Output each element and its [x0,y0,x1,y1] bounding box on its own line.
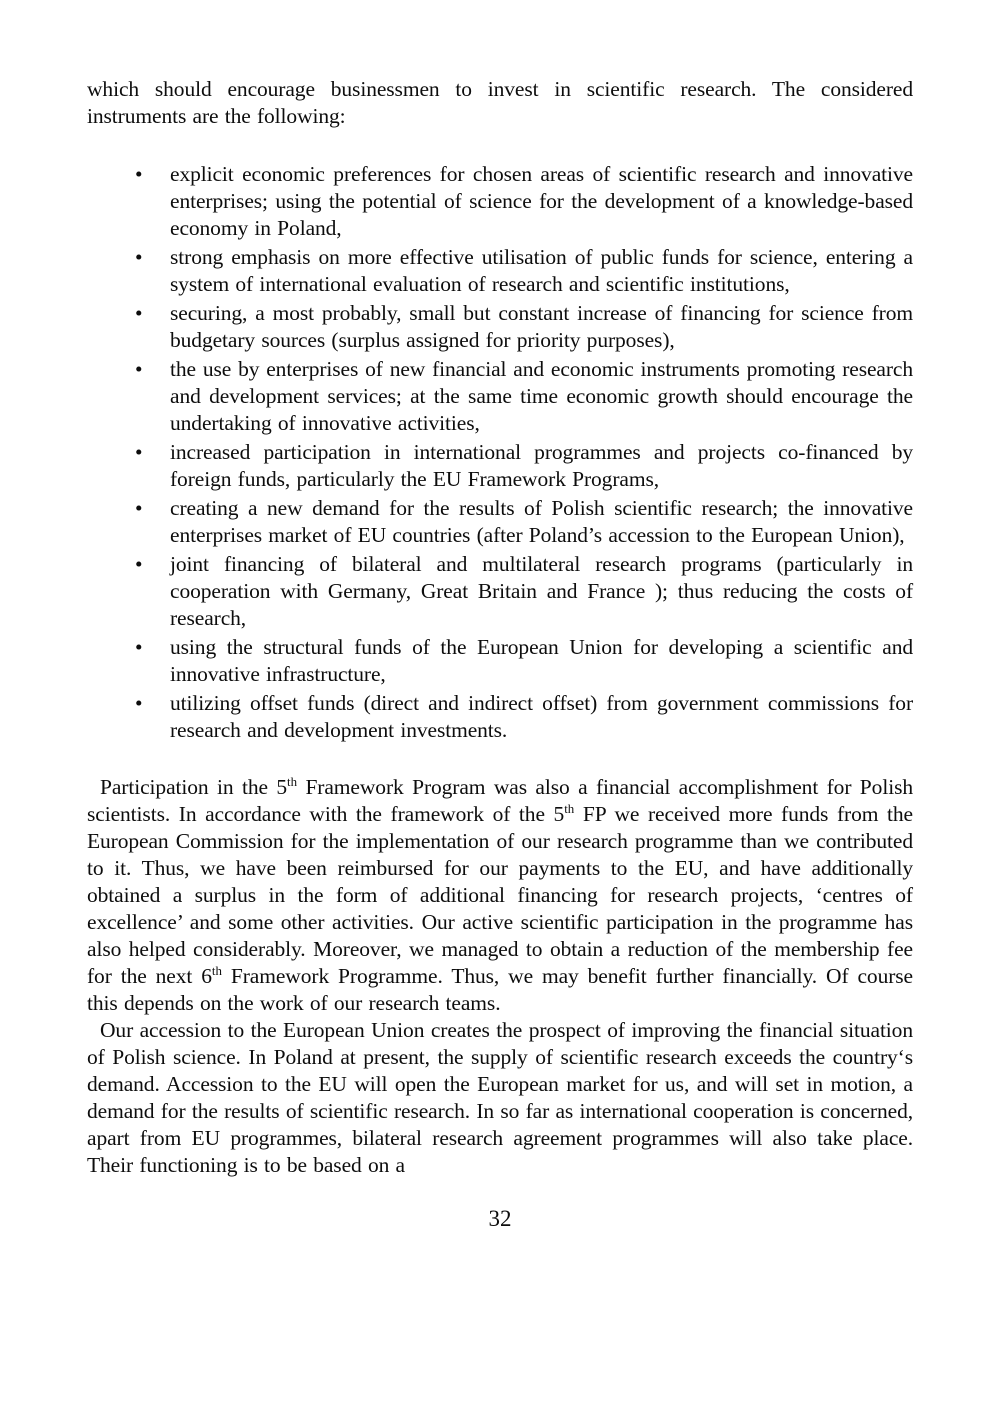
ordinal-superscript: th [286,774,298,789]
paragraph-text: Framework Programme. Thus, we may benefit further financially. Of course this depends on the work of our research teams. [87,964,913,1015]
paragraph-text: Participation in the 5 [100,775,287,799]
bullet-icon: • [135,691,143,715]
list-item [87,244,913,298]
list-item-text: using the structural funds of the European Union for developing a scientific and innovative infrastructure, [170,635,913,686]
list-item-text: the use by enterprises of new financial and economic instruments promoting research and development services; at the same time economic growth should encourage the undertaking of innovative activities, [170,357,913,435]
paragraph-text: Framework Program was also a financial accomplishment for Polish scientists. In accordance with the framework of the 5 [87,775,913,826]
list-item [87,690,913,744]
page-number: 32 [488,1206,512,1231]
ordinal-superscript: th [564,801,575,816]
bullet-icon: • [135,496,143,520]
list-item [87,495,913,549]
bullet-icon: • [135,552,143,576]
intro-paragraph: which should encourage businessmen to invest in scientific research. The considered instruments are the following: [87,77,913,128]
bullet-icon: • [135,245,143,269]
bullet-icon: • [135,440,143,464]
bullet-icon: • [135,301,143,325]
paragraph-text: FP we received more funds from the European Commission for the implementation of our research programme than we contributed to it. Thus, we have been reimbursed for our payments to the EU, and have additionally obtained a surplus in the form of additional financing for research projects, ‘centres of excellence’ and some other activities. Our active scientific participation in the programme has also helped considerably. Moreover, we managed to obtain a reduction of the membership fee for the next 6 [87,802,913,988]
list-item-text: increased participation in international programmes and projects co-financed by foreign funds, particularly the EU Framework Programs, [170,440,913,491]
list-item [87,300,913,354]
list-item-text: creating a new demand for the results of Polish scientific research; the innovative enterprises market of EU countries (after Poland’s accession to the European Union), [170,496,913,547]
list-item-text: securing, a most probably, small but constant increase of financing for science from budgetary sources (surplus assigned for priority purposes), [170,301,913,352]
list-item [87,634,913,688]
list-item-text: joint financing of bilateral and multilateral research programs (particularly in cooperation with Germany, Great Britain and France ); thus reducing the costs of research, [170,552,913,630]
list-item-text: explicit economic preferences for chosen areas of scientific research and innovative enterprises; using the potential of science for the development of a knowledge-based economy in Poland, [170,162,913,240]
list-item [87,439,913,493]
list-item [87,356,913,437]
bullet-icon: • [135,357,143,381]
ordinal-superscript: th [211,963,222,978]
instruments-list [87,161,913,744]
list-item-text: strong emphasis on more effective utilisation of public funds for science, entering a system of international evaluation of research and scientific institutions, [170,245,913,296]
eu-accession-paragraph: Our accession to the European Union creates the prospect of improving the financial situation of Polish science. In Poland at present, the supply of scientific research exceeds the country‘s demand. Accession to the EU will open the European market for us, and will set in motion, a demand for the results of scientific research. In so far as international cooperation is concerned, apart from EU programmes, bilateral research agreement programmes will also take place. Their functioning is to be based on a [87,1018,913,1177]
list-item [87,551,913,632]
list-item [87,161,913,242]
bullet-icon: • [135,162,143,186]
bullet-icon: • [135,635,143,659]
framework-participation-paragraph [87,774,913,1017]
list-item-text: utilizing offset funds (direct and indirect offset) from government commissions for research and development investments. [170,691,913,742]
